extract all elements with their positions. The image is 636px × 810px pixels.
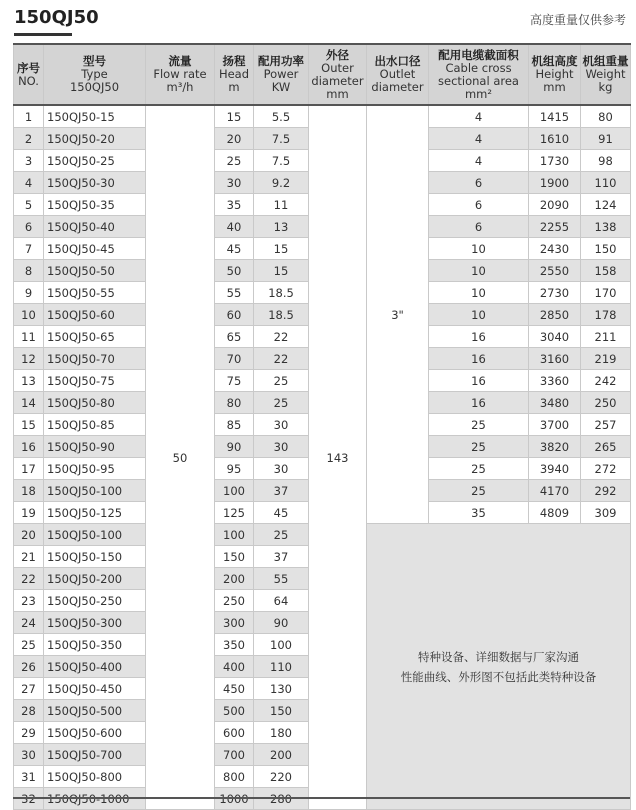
cell-head: 700 <box>215 744 254 766</box>
cell-model: 150QJ50-70 <box>44 348 146 370</box>
cell-no: 8 <box>14 260 44 282</box>
cell-head: 600 <box>215 722 254 744</box>
cell-no: 27 <box>14 678 44 700</box>
table-body <box>14 105 631 810</box>
cell-model: 150QJ50-20 <box>44 128 146 150</box>
cell-no: 1 <box>14 105 44 128</box>
cell-outer-diameter: 143 <box>309 105 367 810</box>
model-title: 150QJ50 <box>14 7 99 28</box>
cell-no: 17 <box>14 458 44 480</box>
cell-weight: 178 <box>581 304 631 326</box>
cell-model: 150QJ50-45 <box>44 238 146 260</box>
cell-no: 10 <box>14 304 44 326</box>
cell-cable: 10 <box>429 238 529 260</box>
title-underline <box>14 33 72 36</box>
cell-height: 1610 <box>529 128 581 150</box>
cell-power: 30 <box>254 458 309 480</box>
cell-cable: 6 <box>429 216 529 238</box>
cell-cable: 4 <box>429 128 529 150</box>
cell-model: 150QJ50-50 <box>44 260 146 282</box>
cell-no: 2 <box>14 128 44 150</box>
cell-model: 150QJ50-40 <box>44 216 146 238</box>
cell-height: 2255 <box>529 216 581 238</box>
cell-no: 5 <box>14 194 44 216</box>
cell-model: 150QJ50-150 <box>44 546 146 568</box>
cell-cable: 6 <box>429 194 529 216</box>
cell-height: 2730 <box>529 282 581 304</box>
cell-weight: 219 <box>581 348 631 370</box>
cell-weight: 110 <box>581 172 631 194</box>
cell-cable: 10 <box>429 260 529 282</box>
cell-no: 7 <box>14 238 44 260</box>
cell-head: 200 <box>215 568 254 590</box>
cell-power: 5.5 <box>254 105 309 128</box>
cell-model: 150QJ50-600 <box>44 722 146 744</box>
cell-no: 23 <box>14 590 44 612</box>
cell-weight: 150 <box>581 238 631 260</box>
cell-power: 220 <box>254 766 309 788</box>
cell-height: 1730 <box>529 150 581 172</box>
cell-power: 64 <box>254 590 309 612</box>
cell-cable: 16 <box>429 326 529 348</box>
cell-head: 350 <box>215 634 254 656</box>
cell-height: 2090 <box>529 194 581 216</box>
cell-no: 26 <box>14 656 44 678</box>
cell-head: 40 <box>215 216 254 238</box>
cell-height: 3700 <box>529 414 581 436</box>
cell-weight: 98 <box>581 150 631 172</box>
header-weight: 机组重量 Weight kg <box>581 44 631 105</box>
cell-weight: 158 <box>581 260 631 282</box>
cell-weight: 124 <box>581 194 631 216</box>
cell-head: 65 <box>215 326 254 348</box>
cell-cable: 16 <box>429 348 529 370</box>
cell-power: 18.5 <box>254 304 309 326</box>
cell-model: 150QJ50-90 <box>44 436 146 458</box>
cell-model: 150QJ50-100 <box>44 524 146 546</box>
cell-model: 150QJ50-75 <box>44 370 146 392</box>
cell-head: 20 <box>215 128 254 150</box>
cell-height: 1415 <box>529 105 581 128</box>
cell-no: 13 <box>14 370 44 392</box>
cell-no: 30 <box>14 744 44 766</box>
cell-height: 3360 <box>529 370 581 392</box>
cell-power: 37 <box>254 546 309 568</box>
cell-model: 150QJ50-80 <box>44 392 146 414</box>
cell-head: 60 <box>215 304 254 326</box>
cell-head: 70 <box>215 348 254 370</box>
cell-weight: 309 <box>581 502 631 524</box>
cell-power: 18.5 <box>254 282 309 304</box>
cell-power: 25 <box>254 524 309 546</box>
cell-head: 45 <box>215 238 254 260</box>
cell-no: 19 <box>14 502 44 524</box>
cell-power: 130 <box>254 678 309 700</box>
cell-no: 6 <box>14 216 44 238</box>
cell-head: 80 <box>215 392 254 414</box>
cell-head: 85 <box>215 414 254 436</box>
cell-no: 31 <box>14 766 44 788</box>
cell-power: 180 <box>254 722 309 744</box>
header-outlet-diameter: 出水口径 Outlet diameter <box>367 44 429 105</box>
cell-no: 18 <box>14 480 44 502</box>
cell-height: 3820 <box>529 436 581 458</box>
cell-model: 150QJ50-250 <box>44 590 146 612</box>
cell-cable: 25 <box>429 458 529 480</box>
cell-head: 400 <box>215 656 254 678</box>
cell-model: 150QJ50-95 <box>44 458 146 480</box>
header-power: 配用功率 Power KW <box>254 44 309 105</box>
cell-power: 7.5 <box>254 150 309 172</box>
cell-power: 30 <box>254 436 309 458</box>
pump-spec-table <box>13 43 631 810</box>
cell-no: 24 <box>14 612 44 634</box>
cell-model: 150QJ50-30 <box>44 172 146 194</box>
cell-no: 25 <box>14 634 44 656</box>
cell-no: 9 <box>14 282 44 304</box>
cell-power: 15 <box>254 260 309 282</box>
cell-power: 15 <box>254 238 309 260</box>
header-flow: 流量 Flow rate m³/h <box>146 44 215 105</box>
cell-height: 4170 <box>529 480 581 502</box>
special-note-line-2: 性能曲线、外形图不包括此类特种设备 <box>400 669 597 684</box>
cell-no: 14 <box>14 392 44 414</box>
header-head: 扬程 Head m <box>215 44 254 105</box>
cell-power: 22 <box>254 348 309 370</box>
cell-model: 150QJ50-85 <box>44 414 146 436</box>
cell-height: 2430 <box>529 238 581 260</box>
cell-model: 150QJ50-25 <box>44 150 146 172</box>
cell-model: 150QJ50-200 <box>44 568 146 590</box>
cell-head: 25 <box>215 150 254 172</box>
cell-power: 13 <box>254 216 309 238</box>
cell-power: 55 <box>254 568 309 590</box>
cell-head: 75 <box>215 370 254 392</box>
cell-weight: 211 <box>581 326 631 348</box>
cell-model: 150QJ50-15 <box>44 105 146 128</box>
cell-head: 800 <box>215 766 254 788</box>
cell-model: 150QJ50-55 <box>44 282 146 304</box>
cell-cable: 6 <box>429 172 529 194</box>
cell-head: 30 <box>215 172 254 194</box>
cell-head: 100 <box>215 480 254 502</box>
cell-power: 100 <box>254 634 309 656</box>
header-outer-diameter: 外径 Outer diameter mm <box>309 44 367 105</box>
table-row <box>14 105 631 128</box>
cell-height: 3480 <box>529 392 581 414</box>
header-row <box>14 44 631 105</box>
cell-no: 4 <box>14 172 44 194</box>
cell-cable: 4 <box>429 150 529 172</box>
cell-model: 150QJ50-125 <box>44 502 146 524</box>
cell-weight: 272 <box>581 458 631 480</box>
cell-model: 150QJ50-500 <box>44 700 146 722</box>
cell-head: 450 <box>215 678 254 700</box>
cell-head: 35 <box>215 194 254 216</box>
cell-head: 500 <box>215 700 254 722</box>
cell-outlet-diameter: 3" <box>367 105 429 524</box>
cell-power: 11 <box>254 194 309 216</box>
bottom-rule <box>13 797 630 799</box>
cell-power: 25 <box>254 392 309 414</box>
special-equipment-note <box>367 524 631 810</box>
cell-head: 250 <box>215 590 254 612</box>
cell-power: 22 <box>254 326 309 348</box>
cell-cable: 4 <box>429 105 529 128</box>
cell-weight: 250 <box>581 392 631 414</box>
cell-cable: 25 <box>429 480 529 502</box>
cell-height: 1900 <box>529 172 581 194</box>
cell-model: 150QJ50-60 <box>44 304 146 326</box>
cell-no: 21 <box>14 546 44 568</box>
cell-height: 3940 <box>529 458 581 480</box>
cell-height: 3160 <box>529 348 581 370</box>
cell-model: 150QJ50-700 <box>44 744 146 766</box>
cell-head: 90 <box>215 436 254 458</box>
cell-power: 37 <box>254 480 309 502</box>
cell-model: 150QJ50-65 <box>44 326 146 348</box>
cell-no: 16 <box>14 436 44 458</box>
cell-cable: 10 <box>429 304 529 326</box>
cell-cable: 16 <box>429 392 529 414</box>
cell-power: 45 <box>254 502 309 524</box>
reference-note: 高度重量仅供参考 <box>529 13 626 27</box>
cell-head: 15 <box>215 105 254 128</box>
cell-power: 25 <box>254 370 309 392</box>
header-type: 型号 Type 150QJ50 <box>44 44 146 105</box>
special-note-line-1: 特种设备、详细数据与厂家沟通 <box>418 649 579 664</box>
cell-cable: 25 <box>429 436 529 458</box>
cell-head: 100 <box>215 524 254 546</box>
cell-weight: 91 <box>581 128 631 150</box>
cell-weight: 242 <box>581 370 631 392</box>
cell-no: 15 <box>14 414 44 436</box>
cell-power: 150 <box>254 700 309 722</box>
cell-model: 150QJ50-800 <box>44 766 146 788</box>
cell-cable: 35 <box>429 502 529 524</box>
cell-height: 4809 <box>529 502 581 524</box>
cell-head: 50 <box>215 260 254 282</box>
cell-model: 150QJ50-35 <box>44 194 146 216</box>
cell-model: 150QJ50-350 <box>44 634 146 656</box>
cell-no: 12 <box>14 348 44 370</box>
cell-model: 150QJ50-300 <box>44 612 146 634</box>
cell-power: 90 <box>254 612 309 634</box>
cell-power: 7.5 <box>254 128 309 150</box>
cell-height: 2850 <box>529 304 581 326</box>
cell-height: 3040 <box>529 326 581 348</box>
cell-weight: 138 <box>581 216 631 238</box>
cell-head: 55 <box>215 282 254 304</box>
header-height: 机组高度 Height mm <box>529 44 581 105</box>
cell-weight: 257 <box>581 414 631 436</box>
cell-weight: 265 <box>581 436 631 458</box>
cell-flow-rate: 50 <box>146 105 215 810</box>
cell-power: 200 <box>254 744 309 766</box>
cell-no: 20 <box>14 524 44 546</box>
cell-power: 30 <box>254 414 309 436</box>
cell-cable: 16 <box>429 370 529 392</box>
cell-no: 11 <box>14 326 44 348</box>
cell-weight: 292 <box>581 480 631 502</box>
cell-no: 22 <box>14 568 44 590</box>
cell-no: 28 <box>14 700 44 722</box>
cell-model: 150QJ50-450 <box>44 678 146 700</box>
cell-cable: 10 <box>429 282 529 304</box>
cell-head: 95 <box>215 458 254 480</box>
cell-head: 300 <box>215 612 254 634</box>
cell-weight: 80 <box>581 105 631 128</box>
cell-cable: 25 <box>429 414 529 436</box>
cell-head: 150 <box>215 546 254 568</box>
header-cable: 配用电缆截面积 Cable cross sectional area mm² <box>429 44 529 105</box>
cell-model: 150QJ50-100 <box>44 480 146 502</box>
cell-power: 110 <box>254 656 309 678</box>
cell-no: 3 <box>14 150 44 172</box>
cell-no: 29 <box>14 722 44 744</box>
cell-model: 150QJ50-400 <box>44 656 146 678</box>
cell-power: 9.2 <box>254 172 309 194</box>
cell-weight: 170 <box>581 282 631 304</box>
cell-height: 2550 <box>529 260 581 282</box>
header-no: 序号 NO. <box>14 44 44 105</box>
cell-head: 125 <box>215 502 254 524</box>
